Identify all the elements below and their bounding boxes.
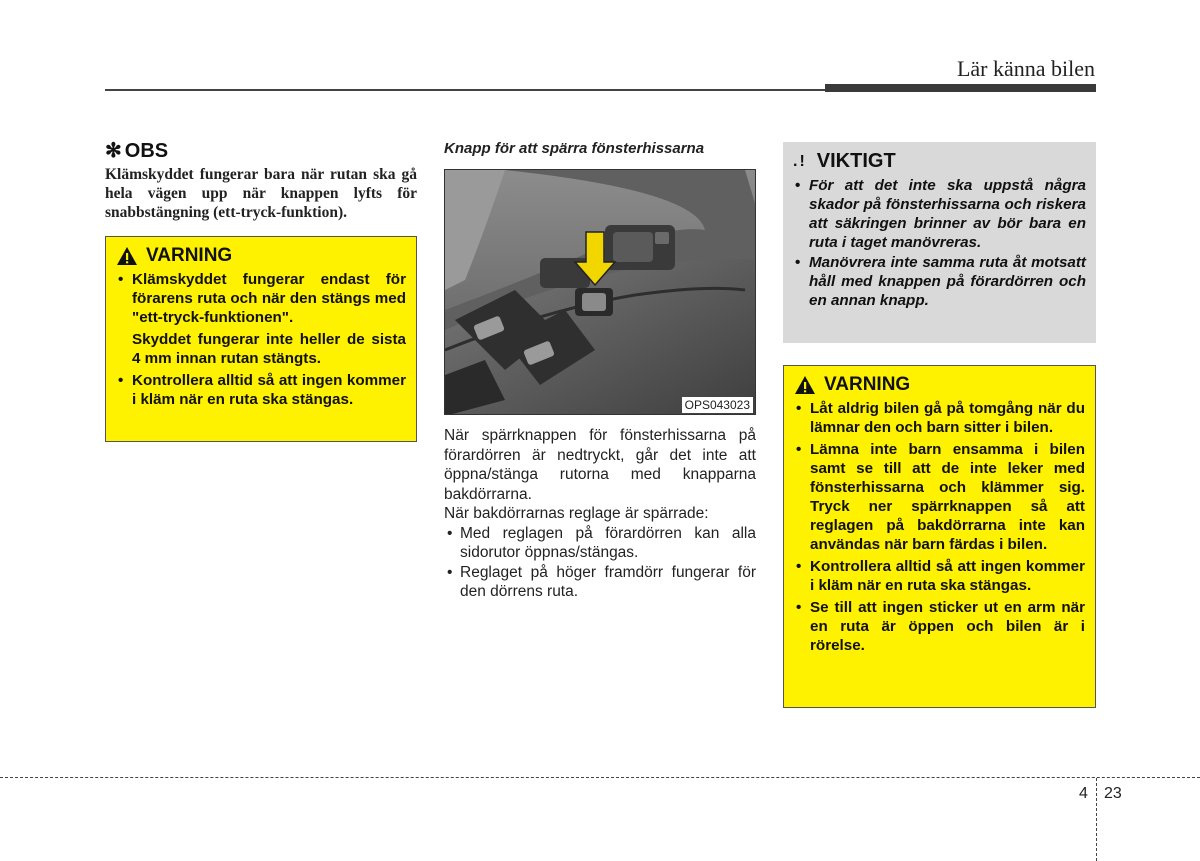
important-box (783, 142, 1096, 343)
figure-caption: Knapp för att spärra fönsterhissarna (444, 140, 705, 157)
exclamation-icon: .! (793, 152, 807, 170)
warning-box-2 (783, 365, 1096, 708)
warning-triangle-icon (116, 246, 138, 266)
warning-heading (794, 374, 1085, 396)
star-icon: ✻ (105, 140, 122, 162)
important-heading (793, 150, 1086, 173)
warning-heading-label: VARNING (824, 374, 911, 395)
warning-item: • Klämskyddet fungerar endast för förarens ruta och när den stängs med "ett-tryck-funktionen". (116, 270, 406, 327)
warning-item: • Se till att ingen sticker ut en arm när en ruta är öppen och bilen är i rörelse. (794, 598, 1085, 655)
warning-item: Skyddet fungerar inte heller de sista 4 mm innan rutan stängts. (132, 331, 406, 367)
header-rule (105, 89, 825, 91)
footer-divider (1096, 778, 1097, 861)
warning-heading (116, 245, 406, 267)
warning-triangle-icon (794, 375, 816, 395)
obs-note (105, 138, 417, 222)
obs-text: Klämskyddet fungerar bara när rutan ska gå hela vägen upp när knappen lyfts för snabbstängning (ett-tryck-funktion). (105, 166, 417, 221)
warning-heading-label: VARNING (146, 245, 233, 266)
chapter-number: 4 (1079, 785, 1088, 802)
body-text (444, 426, 756, 602)
page-number: 23 (1104, 785, 1122, 802)
figure-code: OPS043023 (682, 397, 753, 413)
page-header-title: Lär känna bilen (956, 56, 1095, 81)
important-item: • För att det inte ska uppstå några skador på fönsterhissarna och riskera att säkringen brinner av bör bara en ruta i taget manövreras. (793, 176, 1086, 252)
door-panel-illustration (445, 170, 756, 415)
body-list-item: • Med reglagen på förardörren kan alla sidorutor öppnas/stängas. (444, 524, 756, 563)
body-list-item: • Reglaget på höger framdörr fungerar för den dörrens ruta. (444, 563, 756, 602)
obs-heading-label: OBS (124, 140, 169, 162)
body-paragraph: När spärrknappen för fönsterhissarna på förardörren är nedtryckt, går det inte att öppna/stänga rutorna med knapparna bakdörrarna. (444, 427, 756, 503)
warning-item: • Kontrollera alltid så att ingen kommer i kläm när en ruta ska stängas. (794, 557, 1085, 595)
footer-rule (0, 777, 1200, 778)
warning-item: • Lämna inte barn ensamma i bilen samt se till att de inte leker med fönsterhissarna och klämmer sig. Tryck ner spärrknappen så att reglagen på bakdörrarna inte kan användas när barn färdas i bilen. (794, 440, 1085, 554)
warning-box-1 (105, 236, 417, 442)
important-item: • Manövrera inte samma ruta åt motsatt håll med knappen på förardörren och en annan knapp. (793, 253, 1086, 310)
important-heading-label: VIKTIGT (816, 150, 896, 172)
body-paragraph: När bakdörrarnas reglage är spärrade: (444, 505, 709, 522)
window-lock-figure (444, 169, 756, 415)
warning-item: • Kontrollera alltid så att ingen kommer i kläm när en ruta ska stängas. (116, 371, 406, 409)
obs-heading (105, 138, 417, 163)
header-rule-accent (825, 84, 1096, 92)
warning-item: • Låt aldrig bilen gå på tomgång när du lämnar den och barn sitter i bilen. (794, 399, 1085, 437)
